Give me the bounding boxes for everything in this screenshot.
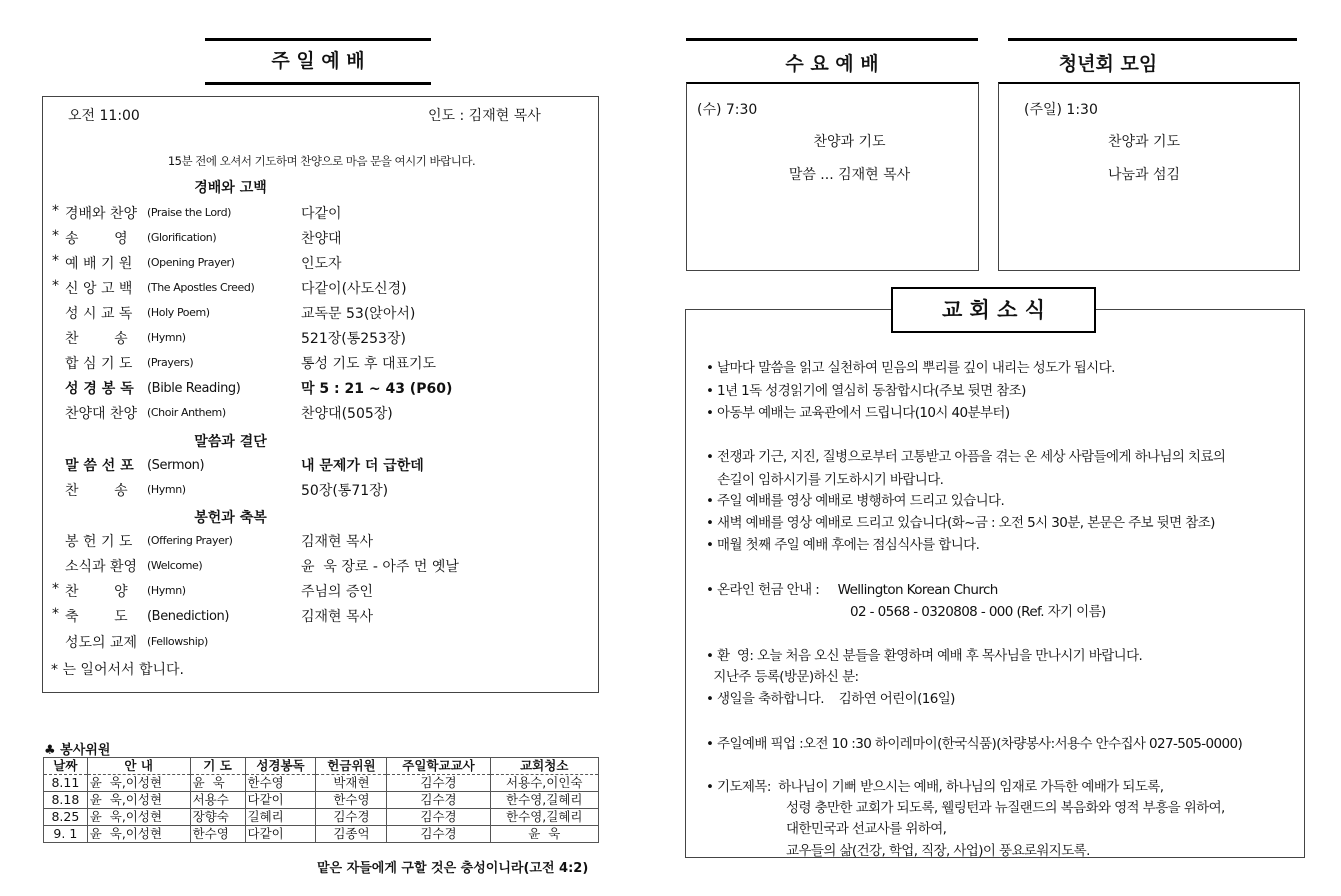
table-header-cell: 날짜 xyxy=(44,758,88,775)
table-cell: 윤 욱,이성현 xyxy=(87,826,190,843)
news-item: • 생일을 축하합니다. 김하연 어린이(16일) xyxy=(706,691,955,707)
order-item-value: 윤 욱 장로 - 아주 먼 옛날 xyxy=(301,559,459,575)
order-item-value: 김재현 목사 xyxy=(301,609,374,625)
table-header-cell: 기 도 xyxy=(190,758,245,775)
order-item-name: 찬 송 xyxy=(65,483,128,499)
order-item xyxy=(43,353,598,373)
order-item-english: (Sermon) xyxy=(147,458,205,473)
table-row xyxy=(44,826,599,843)
order-item-value: 인도자 xyxy=(301,256,342,272)
table-header-cell: 안 내 xyxy=(87,758,190,775)
table-cell: 한수영 xyxy=(245,775,316,792)
standing-mark: * xyxy=(52,581,59,597)
order-item-english: (Holy Poem) xyxy=(147,306,210,319)
wednesday-box xyxy=(686,82,979,271)
order-item xyxy=(43,378,598,398)
order-item-english: (Hymn) xyxy=(147,483,186,496)
order-item-english: (Prayers) xyxy=(147,356,194,369)
bible-verse: 맡은 자들에게 구할 것은 충성이니라(고전 4:2) xyxy=(317,861,589,876)
order-item-name: 찬 송 xyxy=(65,331,128,347)
sunday-title: 주 일 예 배 xyxy=(271,50,365,72)
news-item: 02 - 0568 - 0320808 - 000 (Ref. 자기 이름) xyxy=(850,604,1106,620)
table-cell: 8.11 xyxy=(44,775,88,792)
news-item: • 아동부 예배는 교육관에서 드립니다(10시 40분부터) xyxy=(706,405,1010,421)
title-rule-top xyxy=(205,38,431,41)
title-rule-bottom xyxy=(205,82,431,85)
standing-mark: * xyxy=(52,606,59,622)
table-cell: 9. 1 xyxy=(44,826,88,843)
order-item xyxy=(43,403,598,423)
order-item-value: 50장(통71장) xyxy=(301,483,389,499)
table-cell: 김수경 xyxy=(387,792,490,809)
table-cell: 윤 욱,이성현 xyxy=(87,792,190,809)
order-item-value: 막 5 : 21 ~ 43 (P60) xyxy=(301,381,453,397)
order-item-name: 소식과 환영 xyxy=(65,559,138,575)
table-cell: 다같이 xyxy=(245,792,316,809)
order-item-english: (Glorification) xyxy=(147,231,217,244)
table-cell: 윤 욱 xyxy=(490,826,598,843)
notice-text: 15분 전에 오셔서 기도하며 찬양으로 마음 문을 여시기 바랍니다. xyxy=(167,154,476,168)
wednesday-title: 수 요 예 배 xyxy=(785,53,879,75)
news-item: • 1년 1독 성경읽기에 열심히 동참합시다(주보 뒷면 참조) xyxy=(706,383,1026,399)
footnote: * 는 일어서서 합니다. xyxy=(51,662,184,678)
sunday-order-box xyxy=(42,96,599,693)
section-heading: 경배와 고백 xyxy=(194,180,267,196)
order-item-english: (Welcome) xyxy=(147,559,203,572)
order-item-name: 찬양대 찬양 xyxy=(65,406,138,422)
news-item: • 새벽 예배를 영상 예배로 드리고 있습니다(화~금 : 오전 5시 30분, 본문은 주보 뒷면 참조) xyxy=(706,515,1215,531)
news-item: • 기도제목: 하나님이 기뻐 받으시는 예배, 하나님의 임재로 가득한 예배가 되도록, xyxy=(706,779,1164,795)
table-cell: 김종억 xyxy=(316,826,387,843)
order-item xyxy=(43,581,598,601)
order-item-name: 합 심 기 도 xyxy=(65,356,133,372)
order-item xyxy=(43,203,598,223)
table-cell: 한수영,길혜리 xyxy=(490,792,598,809)
table-row xyxy=(44,809,599,826)
table-cell: 김수경 xyxy=(387,809,490,826)
order-item-english: (Opening Prayer) xyxy=(147,256,235,269)
order-item-english: (Bible Reading) xyxy=(147,381,241,396)
service-leader: 인도 : 김재현 목사 xyxy=(428,108,541,124)
order-item-name: 신 앙 고 백 xyxy=(65,281,133,297)
order-item-name: 봉 헌 기 도 xyxy=(65,534,133,550)
table-row xyxy=(44,775,599,792)
order-item-name: 축 도 xyxy=(65,609,128,625)
order-item-english: (Hymn) xyxy=(147,584,186,597)
order-item xyxy=(43,278,598,298)
order-item-english: (The Apostles Creed) xyxy=(147,281,255,294)
order-item-english: (Offering Prayer) xyxy=(147,534,233,547)
table-cell: 한수영 xyxy=(316,792,387,809)
order-item xyxy=(43,253,598,273)
order-item-value: 다같이 xyxy=(301,206,342,222)
order-item-name: 송 영 xyxy=(65,231,128,247)
service-time: 오전 11:00 xyxy=(68,108,140,124)
order-item-value: 내 문제가 더 급한데 xyxy=(301,458,424,474)
table-cell: 윤 욱,이성현 xyxy=(87,809,190,826)
order-item-english: (Hymn) xyxy=(147,331,186,344)
news-item: • 매월 첫째 주일 예배 후에는 점심식사를 합니다. xyxy=(706,537,980,553)
wednesday-time: (수) 7:30 xyxy=(697,102,758,118)
table-header-cell: 주일학교교사 xyxy=(387,758,490,775)
table-cell: 다같이 xyxy=(245,826,316,843)
order-item-value: 찬양대 xyxy=(301,231,342,247)
table-cell: 김수경 xyxy=(387,826,490,843)
wednesday-line: 찬양과 기도 xyxy=(813,134,886,150)
table-cell: 김수경 xyxy=(316,809,387,826)
table-cell: 김수경 xyxy=(387,775,490,792)
standing-mark: * xyxy=(52,278,59,294)
news-item: 성령 충만한 교회가 되도록, 웰링턴과 뉴질랜드의 복음화와 영적 부흥을 위하여, xyxy=(786,800,1225,816)
news-item: • 전쟁과 기근, 지진, 질병으로부터 고통받고 아픔을 겪는 온 세상 사람들에게 하나님의 치료의 xyxy=(706,449,1226,465)
table-cell: 한수영,길혜리 xyxy=(490,809,598,826)
table-header-row xyxy=(44,758,599,775)
news-title: 교 회 소 식 xyxy=(941,298,1046,322)
order-item xyxy=(43,328,598,348)
section-heading: 말씀과 결단 xyxy=(194,434,267,450)
news-item: • 주일예배 픽업 :오전 10 :30 하이레마이(한국식품)(차량봉사:서용수 안수집사 027-505-0000) xyxy=(706,736,1243,752)
order-item xyxy=(43,303,598,323)
news-item: 지난주 등록(방문)하신 분: xyxy=(706,669,859,685)
order-item-name: 찬 양 xyxy=(65,584,128,600)
order-item-name: 경배와 찬양 xyxy=(65,206,138,222)
order-item xyxy=(43,531,598,551)
table-cell: 윤 욱,이성현 xyxy=(87,775,190,792)
order-item xyxy=(43,480,598,500)
order-item xyxy=(43,556,598,576)
news-item: • 날마다 말씀을 읽고 실천하여 믿음의 뿌리를 깊이 내리는 성도가 됩시다. xyxy=(706,360,1115,376)
standing-mark: * xyxy=(52,228,59,244)
table-cell: 서용수,이인숙 xyxy=(490,775,598,792)
youth-box xyxy=(998,82,1300,271)
table-cell: 박재현 xyxy=(316,775,387,792)
order-item-value: 김재현 목사 xyxy=(301,534,374,550)
section-heading: 봉헌과 축복 xyxy=(194,510,267,526)
order-item-value: 찬양대(505장) xyxy=(301,406,393,422)
order-item xyxy=(43,455,598,475)
news-item: • 환 영: 오늘 처음 오신 분들을 환영하며 예배 후 목사님을 만나시기 바랍니다. xyxy=(706,648,1143,664)
table-cell: 장향숙 xyxy=(190,809,245,826)
news-item: • 온라인 헌금 안내 : Wellington Korean Church xyxy=(706,582,998,598)
order-item-name: 성도의 교제 xyxy=(65,635,138,651)
title-rule-top xyxy=(686,38,978,41)
news-item: 교우들의 삶(건강, 학업, 직장, 사업)이 풍요로워지도록. xyxy=(786,843,1090,859)
order-item-english: (Benediction) xyxy=(147,609,230,624)
service-table xyxy=(43,757,599,843)
table-cell: 윤 욱 xyxy=(190,775,245,792)
order-item-name: 말 씀 선 포 xyxy=(65,458,134,474)
wednesday-line: 말씀 ... 김재현 목사 xyxy=(788,167,911,183)
order-item-name: 예 배 기 원 xyxy=(65,256,133,272)
news-item: • 주일 예배를 영상 예배로 병행하여 드리고 있습니다. xyxy=(706,493,1005,509)
youth-title: 청년회 모임 xyxy=(1058,53,1158,75)
standing-mark: * xyxy=(52,203,59,219)
order-item-name: 성 경 봉 독 xyxy=(65,381,134,397)
news-item: 손길이 임하시기를 기도하시기 바랍니다. xyxy=(706,472,944,488)
order-item-value: 주님의 증인 xyxy=(301,584,374,600)
order-item-value: 통성 기도 후 대표기도 xyxy=(301,356,437,372)
service-heading: ♣ 봉사위원 xyxy=(44,743,111,758)
order-item-english: (Fellowship) xyxy=(147,635,208,648)
table-header-cell: 헌금위원 xyxy=(316,758,387,775)
standing-mark: * xyxy=(52,253,59,269)
youth-line: 찬양과 기도 xyxy=(1107,134,1181,150)
order-item-english: (Choir Anthem) xyxy=(147,406,226,419)
table-row xyxy=(44,792,599,809)
table-cell: 한수영 xyxy=(190,826,245,843)
order-item-value: 다같이(사도신경) xyxy=(301,281,407,297)
table-cell: 8.25 xyxy=(44,809,88,826)
table-cell: 서용수 xyxy=(190,792,245,809)
order-item xyxy=(43,228,598,248)
table-cell: 길혜리 xyxy=(245,809,316,826)
table-header-cell: 성경봉독 xyxy=(245,758,316,775)
table-cell: 8.18 xyxy=(44,792,88,809)
title-rule-top xyxy=(1008,38,1297,41)
youth-time: (주일) 1:30 xyxy=(1024,102,1098,118)
order-item xyxy=(43,632,598,652)
news-title-frame xyxy=(891,287,1096,333)
order-item-name: 성 시 교 독 xyxy=(65,306,133,322)
order-item-value: 521장(통253장) xyxy=(301,331,406,347)
order-item-value: 교독문 53(앉아서) xyxy=(301,306,416,322)
table-header-cell: 교회청소 xyxy=(490,758,598,775)
news-item: 대한민국과 선교사를 위하여, xyxy=(786,821,947,837)
order-item xyxy=(43,606,598,626)
youth-line: 나눔과 섬김 xyxy=(1107,167,1181,183)
order-item-english: (Praise the Lord) xyxy=(147,206,232,219)
